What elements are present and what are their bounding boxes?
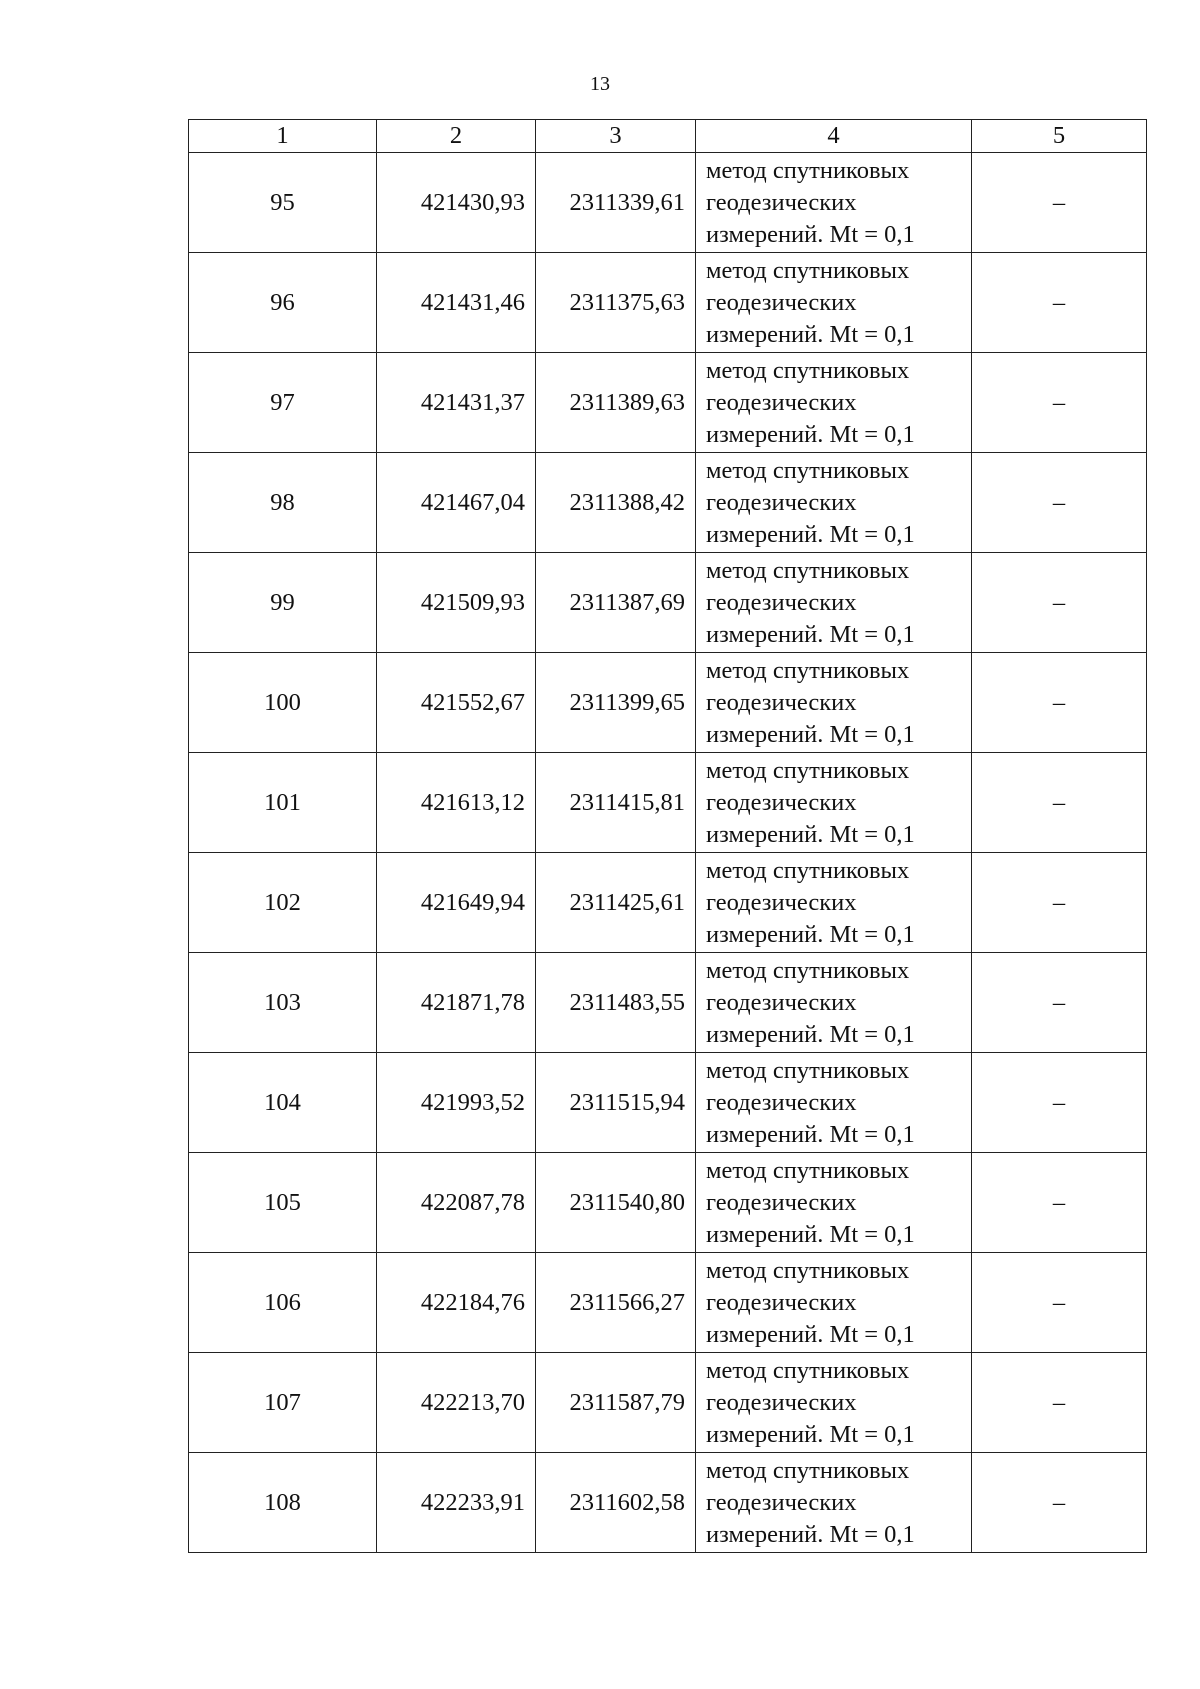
point-number-cell: 107 bbox=[189, 1353, 377, 1453]
method-line: геодезических bbox=[706, 1088, 857, 1116]
method-line: геодезических bbox=[706, 1488, 857, 1516]
y-coordinate-cell: 2311425,61 bbox=[536, 853, 696, 953]
point-number-cell: 101 bbox=[189, 753, 377, 853]
y-coordinate-cell: 2311388,42 bbox=[536, 453, 696, 553]
method-cell bbox=[696, 1453, 972, 1553]
point-number-cell: 106 bbox=[189, 1253, 377, 1353]
x-coordinate-cell: 421431,37 bbox=[377, 353, 536, 453]
method-line: измерений. Mt = 0,1 bbox=[706, 620, 915, 648]
y-coordinate-cell: 2311339,61 bbox=[536, 153, 696, 253]
method-line: метод спутниковых bbox=[706, 1156, 910, 1184]
x-coordinate-cell: 421613,12 bbox=[377, 753, 536, 853]
table-row bbox=[189, 1353, 1147, 1453]
point-number-cell: 96 bbox=[189, 253, 377, 353]
method-cell bbox=[696, 753, 972, 853]
x-coordinate-cell: 421649,94 bbox=[377, 853, 536, 953]
point-number-cell: 100 bbox=[189, 653, 377, 753]
method-line: геодезических bbox=[706, 388, 857, 416]
method-line: измерений. Mt = 0,1 bbox=[706, 1320, 915, 1348]
note-cell: – bbox=[972, 153, 1147, 253]
method-line: геодезических bbox=[706, 688, 857, 716]
note-cell: – bbox=[972, 1253, 1147, 1353]
method-line: метод спутниковых bbox=[706, 456, 910, 484]
method-line: измерений. Mt = 0,1 bbox=[706, 1420, 915, 1448]
method-cell bbox=[696, 153, 972, 253]
method-cell bbox=[696, 353, 972, 453]
x-coordinate-cell: 421552,67 bbox=[377, 653, 536, 753]
x-coordinate-cell: 421993,52 bbox=[377, 1053, 536, 1153]
note-cell: – bbox=[972, 1153, 1147, 1253]
note-cell: – bbox=[972, 653, 1147, 753]
method-line: измерений. Mt = 0,1 bbox=[706, 720, 915, 748]
table-row bbox=[189, 1153, 1147, 1253]
note-cell: – bbox=[972, 853, 1147, 953]
method-cell bbox=[696, 1053, 972, 1153]
method-line: метод спутниковых bbox=[706, 256, 910, 284]
note-cell: – bbox=[972, 1353, 1147, 1453]
x-coordinate-cell: 421871,78 bbox=[377, 953, 536, 1053]
method-line: геодезических bbox=[706, 1288, 857, 1316]
table-row bbox=[189, 853, 1147, 953]
x-coordinate-cell: 421467,04 bbox=[377, 453, 536, 553]
method-line: измерений. Mt = 0,1 bbox=[706, 1020, 915, 1048]
method-line: геодезических bbox=[706, 1188, 857, 1216]
header-cell-5: 5 bbox=[972, 120, 1147, 153]
y-coordinate-cell: 2311587,79 bbox=[536, 1353, 696, 1453]
note-cell: – bbox=[972, 553, 1147, 653]
header-cell-1: 1 bbox=[189, 120, 377, 153]
method-line: геодезических bbox=[706, 188, 857, 216]
point-number-cell: 102 bbox=[189, 853, 377, 953]
x-coordinate-cell: 421431,46 bbox=[377, 253, 536, 353]
method-line: измерений. Mt = 0,1 bbox=[706, 820, 915, 848]
table-row bbox=[189, 1453, 1147, 1553]
point-number-cell: 98 bbox=[189, 453, 377, 553]
table-row bbox=[189, 353, 1147, 453]
x-coordinate-cell: 421430,93 bbox=[377, 153, 536, 253]
method-line: метод спутниковых bbox=[706, 1056, 910, 1084]
method-line: измерений. Mt = 0,1 bbox=[706, 420, 915, 448]
y-coordinate-cell: 2311540,80 bbox=[536, 1153, 696, 1253]
table-header-row bbox=[189, 120, 1147, 153]
method-line: геодезических bbox=[706, 288, 857, 316]
method-cell bbox=[696, 553, 972, 653]
point-number-cell: 95 bbox=[189, 153, 377, 253]
point-number-cell: 103 bbox=[189, 953, 377, 1053]
header-cell-2: 2 bbox=[377, 120, 536, 153]
method-line: метод спутниковых bbox=[706, 756, 910, 784]
table-row bbox=[189, 153, 1147, 253]
x-coordinate-cell: 422087,78 bbox=[377, 1153, 536, 1253]
method-line: измерений. Mt = 0,1 bbox=[706, 320, 915, 348]
note-cell: – bbox=[972, 353, 1147, 453]
method-line: геодезических bbox=[706, 888, 857, 916]
y-coordinate-cell: 2311399,65 bbox=[536, 653, 696, 753]
note-cell: – bbox=[972, 1453, 1147, 1553]
y-coordinate-cell: 2311515,94 bbox=[536, 1053, 696, 1153]
note-cell: – bbox=[972, 753, 1147, 853]
method-line: геодезических bbox=[706, 788, 857, 816]
method-line: метод спутниковых bbox=[706, 956, 910, 984]
method-line: метод спутниковых bbox=[706, 156, 910, 184]
method-line: метод спутниковых bbox=[706, 556, 910, 584]
method-line: метод спутниковых bbox=[706, 856, 910, 884]
method-cell bbox=[696, 853, 972, 953]
method-line: метод спутниковых bbox=[706, 1356, 910, 1384]
method-line: измерений. Mt = 0,1 bbox=[706, 220, 915, 248]
method-cell bbox=[696, 653, 972, 753]
method-line: измерений. Mt = 0,1 bbox=[706, 1220, 915, 1248]
method-line: геодезических bbox=[706, 988, 857, 1016]
table-body bbox=[189, 120, 1147, 1553]
method-line: метод спутниковых bbox=[706, 1256, 910, 1284]
coordinates-table bbox=[188, 119, 1147, 1553]
point-number-cell: 105 bbox=[189, 1153, 377, 1253]
method-line: измерений. Mt = 0,1 bbox=[706, 520, 915, 548]
method-line: метод спутниковых bbox=[706, 656, 910, 684]
x-coordinate-cell: 422233,91 bbox=[377, 1453, 536, 1553]
table-row bbox=[189, 1253, 1147, 1353]
note-cell: – bbox=[972, 253, 1147, 353]
table-row bbox=[189, 553, 1147, 653]
point-number-cell: 108 bbox=[189, 1453, 377, 1553]
point-number-cell: 99 bbox=[189, 553, 377, 653]
y-coordinate-cell: 2311602,58 bbox=[536, 1453, 696, 1553]
method-cell bbox=[696, 1353, 972, 1453]
page-number: 13 bbox=[590, 73, 610, 95]
point-number-cell: 97 bbox=[189, 353, 377, 453]
method-cell bbox=[696, 453, 972, 553]
table-row bbox=[189, 753, 1147, 853]
y-coordinate-cell: 2311375,63 bbox=[536, 253, 696, 353]
point-number-cell: 104 bbox=[189, 1053, 377, 1153]
x-coordinate-cell: 422184,76 bbox=[377, 1253, 536, 1353]
method-line: метод спутниковых bbox=[706, 1456, 910, 1484]
x-coordinate-cell: 422213,70 bbox=[377, 1353, 536, 1453]
table-row bbox=[189, 253, 1147, 353]
table-row bbox=[189, 653, 1147, 753]
note-cell: – bbox=[972, 1053, 1147, 1153]
method-cell bbox=[696, 253, 972, 353]
method-line: геодезических bbox=[706, 1388, 857, 1416]
note-cell: – bbox=[972, 953, 1147, 1053]
header-cell-3: 3 bbox=[536, 120, 696, 153]
note-cell: – bbox=[972, 453, 1147, 553]
y-coordinate-cell: 2311483,55 bbox=[536, 953, 696, 1053]
method-line: измерений. Mt = 0,1 bbox=[706, 920, 915, 948]
header-cell-4: 4 bbox=[696, 120, 972, 153]
method-cell bbox=[696, 1153, 972, 1253]
x-coordinate-cell: 421509,93 bbox=[377, 553, 536, 653]
y-coordinate-cell: 2311566,27 bbox=[536, 1253, 696, 1353]
table-row bbox=[189, 953, 1147, 1053]
method-line: метод спутниковых bbox=[706, 356, 910, 384]
method-line: измерений. Mt = 0,1 bbox=[706, 1120, 915, 1148]
method-cell bbox=[696, 953, 972, 1053]
method-line: геодезических bbox=[706, 488, 857, 516]
y-coordinate-cell: 2311387,69 bbox=[536, 553, 696, 653]
table-row bbox=[189, 453, 1147, 553]
table-row bbox=[189, 1053, 1147, 1153]
method-cell bbox=[696, 1253, 972, 1353]
method-line: измерений. Mt = 0,1 bbox=[706, 1520, 915, 1548]
y-coordinate-cell: 2311415,81 bbox=[536, 753, 696, 853]
method-line: геодезических bbox=[706, 588, 857, 616]
y-coordinate-cell: 2311389,63 bbox=[536, 353, 696, 453]
